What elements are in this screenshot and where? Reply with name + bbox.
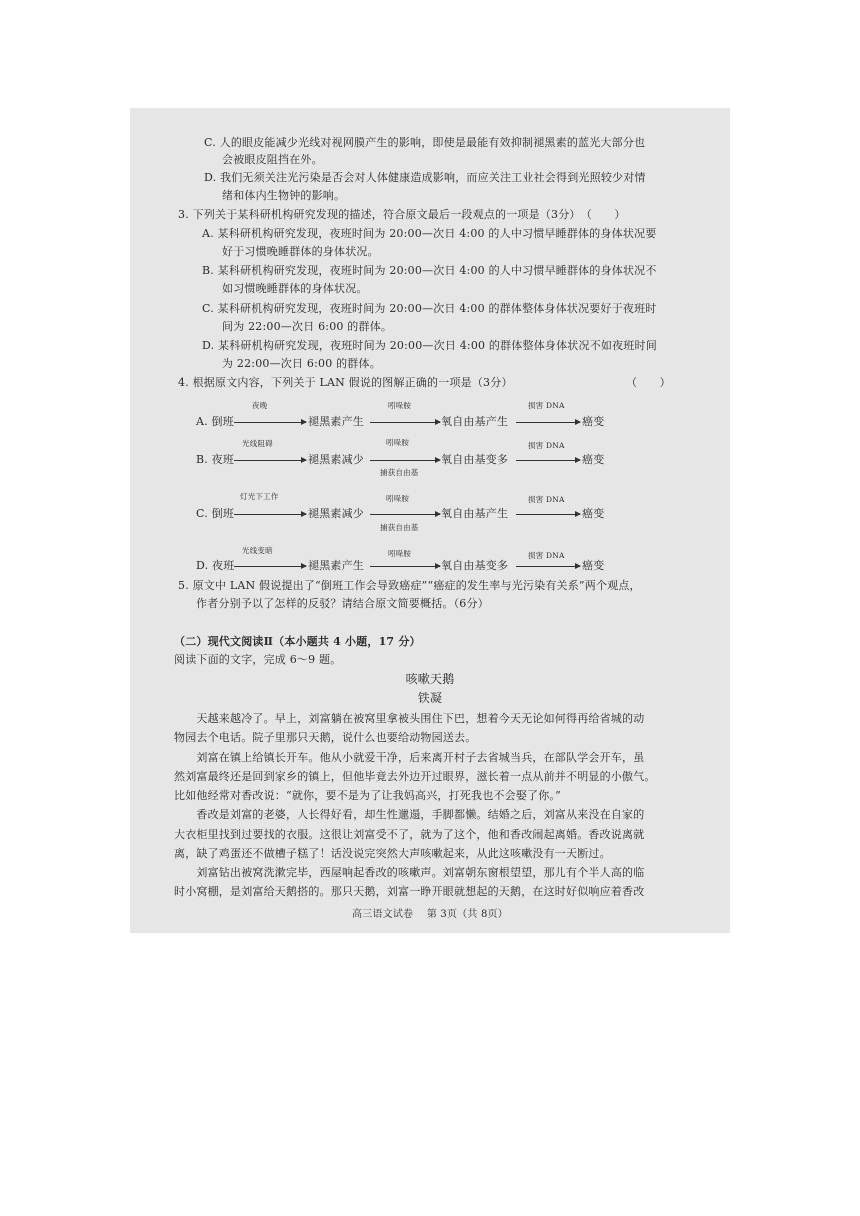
diagram-d-arrow-2 <box>370 566 440 567</box>
diagram-b-arrow-3 <box>516 460 580 461</box>
diagram-d-node-2: 氧自由基变多 <box>441 559 509 572</box>
diagram-d-label-2: 吲哚胺 <box>388 549 412 558</box>
diagram-a-arrow-2 <box>370 422 440 423</box>
diagram-a-arrow-3 <box>516 422 580 423</box>
q5-line2: 作者分别予以了怎样的反驳？请结合原文简要概括。（6分） <box>196 597 489 610</box>
q3-option-a-line2: 好于习惯晚睡群体的身体状况。 <box>222 245 379 258</box>
section-heading: （二）现代文阅读Ⅱ（本小题共 4 小题，17 分） <box>174 635 421 648</box>
diagram-a-arrow-1 <box>234 422 306 423</box>
diagram-c-start: C. 倒班 <box>196 507 235 520</box>
q2-option-c-line2: 会被眼皮阻挡在外。 <box>222 153 323 166</box>
diagram-d-label-3: 损害 DNA <box>528 551 565 560</box>
diagram-d-arrow-1 <box>234 566 306 567</box>
diagram-a-label-3: 损害 DNA <box>528 401 565 410</box>
diagram-c-label-1: 灯光下工作 <box>240 492 279 501</box>
diagram-c-arrow-2 <box>370 514 440 515</box>
q3-option-a-line1: A. 某科研机构研究发现，夜班时间为 20:00—次日 4:00 的人中习惯早睡群体的身体状况要 <box>202 227 657 240</box>
exam-page <box>130 108 730 933</box>
diagram-a-start: A. 倒班 <box>196 415 234 428</box>
diagram-b-node-1: 褪黑素减少 <box>308 453 364 466</box>
story-line-4: 然刘富最终还是回到家乡的镇上，但他毕竟去外边开过眼界，滋长着一点从前并不明显的小傲气。 <box>174 770 656 783</box>
diagram-b-label-2: 吲哚胺 <box>386 438 410 447</box>
q3-stem: 3. 下列关于某科研机构研究发现的描述，符合原文最后一段观点的一项是（3分） （ ） <box>178 208 626 221</box>
q3-option-c-line1: C. 某科研机构研究发现，夜班时间为 20:00—次日 4:00 的群体整体身体状况要好于夜班时 <box>202 302 657 315</box>
diagram-b-label-1: 光线阻碍 <box>242 439 273 448</box>
diagram-a-node-2: 氧自由基产生 <box>441 415 509 428</box>
q3-option-d-line1: D. 某科研机构研究发现，夜班时间为 20:00—次日 4:00 的群体整体身体状况不如夜班时间 <box>202 339 657 352</box>
diagram-b-arrow-1 <box>234 460 306 461</box>
q5-line1: 5. 原文中 LAN 假说提出了“倒班工作会导致癌症”“癌症的发生率与光污染有关系”两个观点， <box>178 579 641 592</box>
diagram-d-arrow-3 <box>516 566 580 567</box>
section-instruction: 阅读下面的文字，完成 6～9 题。 <box>174 653 342 666</box>
diagram-d-label-1: 光线变暗 <box>242 546 273 555</box>
diagram-b-label-3: 损害 DNA <box>528 441 565 450</box>
story-line-1: 天越来越冷了。早上，刘富躺在被窝里拿被头围住下巴，想着今天无论如何得再给省城的动 <box>174 712 645 725</box>
story-line-9: 刘富钻出被窝洗漱完毕，西屋响起香改的咳嗽声。刘富朝东窗根望望，那儿有个半人高的临 <box>174 866 645 879</box>
diagram-a-label-1: 夜晚 <box>252 401 268 410</box>
diagram-d-node-3: 癌变 <box>582 559 605 572</box>
story-line-8: 离，缺了鸡蛋还不做槽子糕了！话没说完突然大声咳嗽起来，从此这咳嗽没有一天断过。 <box>174 847 611 860</box>
story-title: 咳嗽天鹅 <box>405 672 455 686</box>
diagram-a-label-2: 吲哚胺 <box>388 401 412 410</box>
story-line-3: 刘富在镇上给镇长开车。他从小就爱干净，后来离开村子去省城当兵，在部队学会开车，虽 <box>174 751 645 764</box>
story-line-10: 时小窝棚，是刘富给天鹅搭的。那只天鹅，刘富一睁开眼就想起的天鹅，在这时好似响应着香改 <box>174 885 645 898</box>
diagram-d-start: D. 夜班 <box>196 559 235 572</box>
q2-option-d-line1: D. 我们无须关注光污染是否会对人体健康造成影响，而应关注工业社会得到光照较少对情 <box>204 171 646 184</box>
diagram-b-arrow-2 <box>370 460 440 461</box>
diagram-d-node-1: 褪黑素产生 <box>308 559 364 572</box>
q3-option-b-line2: 如习惯晚睡群体的身体状况。 <box>222 282 368 295</box>
q4-stem: 4. 根据原文内容，下列关于 LAN 假说的图解正确的一项是（3分） <box>178 376 513 389</box>
q2-option-d-line2: 绪和体内生物钟的影响。 <box>222 189 346 202</box>
diagram-c-node-1: 褪黑素减少 <box>308 507 364 520</box>
diagram-c-label-2b: 捕获自由基 <box>380 523 419 532</box>
diagram-c-arrow-1 <box>234 514 306 515</box>
diagram-b-label-2b: 捕获自由基 <box>380 468 419 477</box>
q3-option-d-line2: 为 22:00—次日 6:00 的群体。 <box>222 357 381 370</box>
story-line-2: 物园去个电话。院子里那只天鹅，说什么也要给动物园送去。 <box>174 731 477 744</box>
diagram-c-label-3: 损害 DNA <box>528 495 565 504</box>
diagram-c-label-2: 吲哚胺 <box>386 494 410 503</box>
q3-option-b-line1: B. 某科研机构研究发现，夜班时间为 20:00—次日 4:00 的人中习惯早睡群体的身体状况不 <box>202 264 657 277</box>
diagram-b-start: B. 夜班 <box>196 453 235 466</box>
diagram-c-node-2: 氧自由基产生 <box>441 507 509 520</box>
diagram-b-node-2: 氧自由基变多 <box>441 453 509 466</box>
story-author: 铁凝 <box>417 691 443 705</box>
diagram-c-node-3: 癌变 <box>582 507 605 520</box>
q2-option-c-line1: C. 人的眼皮能减少光线对视网膜产生的影响，即使是最能有效抑制褪黑素的蓝光大部分也 <box>204 136 646 149</box>
page-footer: 高三语文试卷 第 3页（共 8页） <box>352 909 508 920</box>
diagram-a-node-3: 癌变 <box>582 415 605 428</box>
story-line-6: 香改是刘富的老婆，人长得好看，却生性邋遢，手脚都懒。结婚之后，刘富从来没在自家的 <box>174 808 645 821</box>
q4-answer-paren: （ ） <box>626 376 671 389</box>
story-line-7: 大衣柜里找到过要找的衣服。这很让刘富受不了，就为了这个，他和香改闹起离婚。香改说离就 <box>174 828 645 841</box>
diagram-b-node-3: 癌变 <box>582 453 605 466</box>
story-line-5: 比如他经常对香改说：“就你，要不是为了让我妈高兴，打死我也不会娶了你。” <box>174 789 561 802</box>
q3-option-c-line2: 间为 22:00—次日 6:00 的群体。 <box>222 320 393 333</box>
diagram-c-arrow-3 <box>516 514 580 515</box>
diagram-a-node-1: 褪黑素产生 <box>308 415 364 428</box>
